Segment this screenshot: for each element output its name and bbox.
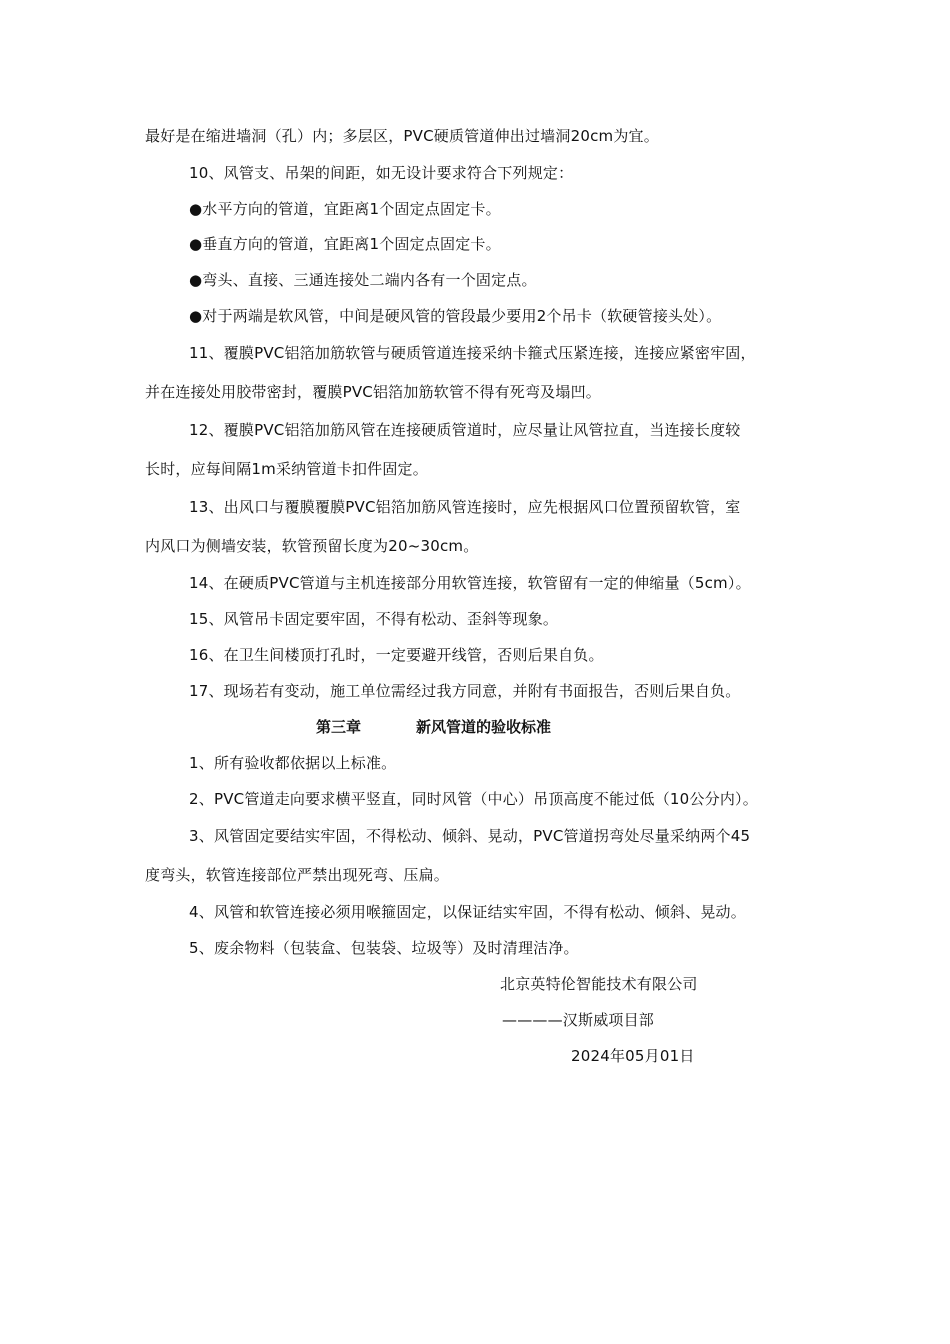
signature-date: 2024年05月01日 bbox=[571, 1047, 695, 1065]
body-line: 最好是在缩进墙洞（孔）内；多层区，PVC硬质管道伸出过墙洞20cm为宜。 bbox=[145, 127, 659, 145]
signature-company: 北京英特伦智能技术有限公司 bbox=[500, 975, 698, 993]
body-line: 并在连接处用胶带密封，覆膜PVC铝箔加筋软管不得有死弯及塌凹。 bbox=[145, 383, 601, 401]
body-line: 10、风管支、吊架的间距，如无设计要求符合下列规定： bbox=[189, 164, 574, 182]
body-line: 16、在卫生间楼顶打孔时，一定要避开线管，否则后果自负。 bbox=[189, 646, 604, 664]
chapter-title: 新风管道的验收标准 bbox=[416, 718, 552, 736]
body-line: 15、风管吊卡固定要牢固，不得有松动、歪斜等现象。 bbox=[189, 610, 559, 628]
body-line: 11、覆膜PVC铝箔加筋软管与硬质管道连接采纳卡箍式压紧连接，连接应紧密牢固， bbox=[189, 344, 756, 362]
body-line: 13、出风口与覆膜覆膜PVC铝箔加筋风管连接时，应先根据风口位置预留软管，室 bbox=[189, 498, 741, 516]
signature-department: ————汉斯威项目部 bbox=[502, 1011, 655, 1029]
body-line: 内风口为侧墙安装，软管预留长度为20~30cm。 bbox=[145, 537, 479, 555]
body-line: ●水平方向的管道，宜距离1个固定点固定卡。 bbox=[189, 200, 501, 218]
body-line: ●对于两端是软风管，中间是硬风管的管段最少要用2个吊卡（软硬管接头处）。 bbox=[189, 307, 722, 325]
acceptance-line: 4、风管和软管连接必须用喉箍固定，以保证结实牢固，不得有松动、倾斜、晃动。 bbox=[189, 903, 746, 921]
acceptance-line: 3、风管固定要结实牢固，不得松动、倾斜、晃动，PVC管道拐弯处尽量采纳两个45 bbox=[189, 827, 751, 845]
body-line: 17、现场若有变动，施工单位需经过我方同意，并附有书面报告，否则后果自负。 bbox=[189, 682, 741, 700]
body-line: 14、在硬质PVC管道与主机连接部分用软管连接，软管留有一定的伸缩量（5cm）。 bbox=[189, 574, 751, 592]
body-line: ●弯头、直接、三通连接处二端内各有一个固定点。 bbox=[189, 271, 537, 289]
acceptance-line: 度弯头，软管连接部位严禁出现死弯、压扁。 bbox=[145, 866, 450, 884]
body-line: 12、覆膜PVC铝箔加筋风管在连接硬质管道时，应尽量让风管拉直，当连接长度较 bbox=[189, 421, 741, 439]
chapter-number: 第三章 bbox=[316, 718, 362, 736]
body-line: 长时，应每间隔1m采纳管道卡扣件固定。 bbox=[145, 460, 428, 478]
acceptance-line: 5、废余物料（包装盒、包装袋、垃圾等）及时清理洁净。 bbox=[189, 939, 579, 957]
body-line: ●垂直方向的管道，宜距离1个固定点固定卡。 bbox=[189, 235, 501, 253]
acceptance-line: 2、PVC管道走向要求横平竖直，同时风管（中心）吊顶高度不能过低（10公分内）。 bbox=[189, 790, 758, 808]
acceptance-line: 1、所有验收都依据以上标准。 bbox=[189, 754, 397, 772]
